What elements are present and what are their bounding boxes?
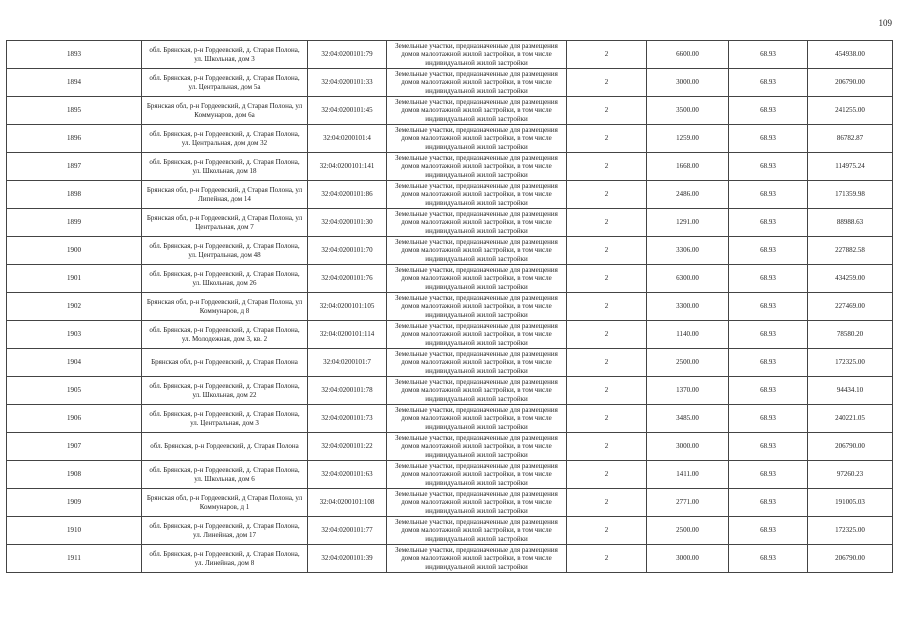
row-number-cell: 1898 bbox=[7, 181, 142, 209]
row-number-cell: 1901 bbox=[7, 265, 142, 293]
area-cell: 2500.00 bbox=[647, 517, 729, 545]
table-row bbox=[7, 265, 893, 293]
row-number-cell: 1895 bbox=[7, 97, 142, 125]
address-cell: Брянская обл, р-н Гордеевский, д. Старая Полона bbox=[142, 349, 308, 377]
table-row bbox=[7, 461, 893, 489]
row-number-cell: 1909 bbox=[7, 489, 142, 517]
area-cell: 1140.00 bbox=[647, 321, 729, 349]
group-cell: 2 bbox=[567, 265, 647, 293]
cadastral-number-cell: 32:04:0200101:63 bbox=[308, 461, 387, 489]
land-use-cell: Земельные участки, предназначенные для размещения домов малоэтажной жилой застройки, в том числе индивидуальной жилой застройки bbox=[387, 321, 567, 349]
address-cell: Брянская обл, р-н Гордеевский, д Старая Полона, ул Центральная, дом 7 bbox=[142, 209, 308, 237]
unit-value-cell: 68.93 bbox=[729, 517, 808, 545]
area-cell: 1259.00 bbox=[647, 125, 729, 153]
cadastral-value-cell: 171359.98 bbox=[808, 181, 893, 209]
unit-value-cell: 68.93 bbox=[729, 153, 808, 181]
address-cell: обл. Брянская, р-н Гордеевский, д. Старая Полона, ул. Линейная, дом 8 bbox=[142, 545, 308, 573]
table-row bbox=[7, 293, 893, 321]
cadastral-number-cell: 32:04:0200101:30 bbox=[308, 209, 387, 237]
address-cell: обл. Брянская, р-н Гордеевский, д. Старая Полона, ул. Центральная, дом 48 bbox=[142, 237, 308, 265]
cadastral-value-cell: 227469.00 bbox=[808, 293, 893, 321]
cadastral-value-cell: 240221.05 bbox=[808, 405, 893, 433]
table-row bbox=[7, 349, 893, 377]
cadastral-value-cell: 172325.00 bbox=[808, 517, 893, 545]
table-row bbox=[7, 321, 893, 349]
cadastral-number-cell: 32:04:0200101:79 bbox=[308, 41, 387, 69]
land-use-cell: Земельные участки, предназначенные для размещения домов малоэтажной жилой застройки, в том числе индивидуальной жилой застройки bbox=[387, 237, 567, 265]
unit-value-cell: 68.93 bbox=[729, 97, 808, 125]
address-cell: Брянская обл, р-н Гордеевский, д Старая Полона, ул Коммунаров, д 8 bbox=[142, 293, 308, 321]
land-use-cell: Земельные участки, предназначенные для размещения домов малоэтажной жилой застройки, в том числе индивидуальной жилой застройки bbox=[387, 41, 567, 69]
cadastral-value-cell: 86782.87 bbox=[808, 125, 893, 153]
unit-value-cell: 68.93 bbox=[729, 293, 808, 321]
group-cell: 2 bbox=[567, 237, 647, 265]
area-cell: 3485.00 bbox=[647, 405, 729, 433]
group-cell: 2 bbox=[567, 153, 647, 181]
address-cell: обл. Брянская, р-н Гордеевский, д. Старая Полона, ул. Центральная, дом 5а bbox=[142, 69, 308, 97]
table-row bbox=[7, 489, 893, 517]
area-cell: 6300.00 bbox=[647, 265, 729, 293]
group-cell: 2 bbox=[567, 97, 647, 125]
cadastral-number-cell: 32:04:0200101:45 bbox=[308, 97, 387, 125]
land-use-cell: Земельные участки, предназначенные для размещения домов малоэтажной жилой застройки, в том числе индивидуальной жилой застройки bbox=[387, 265, 567, 293]
table-row bbox=[7, 237, 893, 265]
unit-value-cell: 68.93 bbox=[729, 125, 808, 153]
group-cell: 2 bbox=[567, 293, 647, 321]
land-use-cell: Земельные участки, предназначенные для размещения домов малоэтажной жилой застройки, в том числе индивидуальной жилой застройки bbox=[387, 405, 567, 433]
address-cell: обл. Брянская, р-н Гордеевский, д. Старая Полона, ул. Школьная, дом 22 bbox=[142, 377, 308, 405]
table-row bbox=[7, 517, 893, 545]
area-cell: 3000.00 bbox=[647, 433, 729, 461]
land-use-cell: Земельные участки, предназначенные для размещения домов малоэтажной жилой застройки, в том числе индивидуальной жилой застройки bbox=[387, 433, 567, 461]
address-cell: обл. Брянская, р-н Гордеевский, д. Старая Полона, ул. Школьная, дом 3 bbox=[142, 41, 308, 69]
area-cell: 3300.00 bbox=[647, 293, 729, 321]
land-use-cell: Земельные участки, предназначенные для размещения домов малоэтажной жилой застройки, в том числе индивидуальной жилой застройки bbox=[387, 461, 567, 489]
cadastral-value-cell: 241255.00 bbox=[808, 97, 893, 125]
land-use-cell: Земельные участки, предназначенные для размещения домов малоэтажной жилой застройки, в том числе индивидуальной жилой застройки bbox=[387, 181, 567, 209]
area-cell: 3000.00 bbox=[647, 69, 729, 97]
group-cell: 2 bbox=[567, 209, 647, 237]
group-cell: 2 bbox=[567, 461, 647, 489]
unit-value-cell: 68.93 bbox=[729, 349, 808, 377]
cadastral-value-cell: 206790.00 bbox=[808, 545, 893, 573]
table-row bbox=[7, 405, 893, 433]
address-cell: Брянская обл, р-н Гордеевский, д Старая Полона, ул Коммунаров, д 1 bbox=[142, 489, 308, 517]
land-use-cell: Земельные участки, предназначенные для размещения домов малоэтажной жилой застройки, в том числе индивидуальной жилой застройки bbox=[387, 69, 567, 97]
row-number-cell: 1911 bbox=[7, 545, 142, 573]
land-parcels-table bbox=[6, 40, 893, 573]
unit-value-cell: 68.93 bbox=[729, 237, 808, 265]
cadastral-value-cell: 88988.63 bbox=[808, 209, 893, 237]
cadastral-value-cell: 454938.00 bbox=[808, 41, 893, 69]
cadastral-number-cell: 32:04:0200101:141 bbox=[308, 153, 387, 181]
land-use-cell: Земельные участки, предназначенные для размещения домов малоэтажной жилой застройки, в том числе индивидуальной жилой застройки bbox=[387, 97, 567, 125]
land-use-cell: Земельные участки, предназначенные для размещения домов малоэтажной жилой застройки, в том числе индивидуальной жилой застройки bbox=[387, 209, 567, 237]
table-row bbox=[7, 41, 893, 69]
group-cell: 2 bbox=[567, 69, 647, 97]
group-cell: 2 bbox=[567, 405, 647, 433]
cadastral-value-cell: 434259.00 bbox=[808, 265, 893, 293]
cadastral-value-cell: 78580.20 bbox=[808, 321, 893, 349]
unit-value-cell: 68.93 bbox=[729, 377, 808, 405]
cadastral-number-cell: 32:04:0200101:33 bbox=[308, 69, 387, 97]
table-row bbox=[7, 153, 893, 181]
area-cell: 3306.00 bbox=[647, 237, 729, 265]
area-cell: 1370.00 bbox=[647, 377, 729, 405]
row-number-cell: 1897 bbox=[7, 153, 142, 181]
row-number-cell: 1906 bbox=[7, 405, 142, 433]
cadastral-number-cell: 32:04:0200101:73 bbox=[308, 405, 387, 433]
cadastral-value-cell: 227882.58 bbox=[808, 237, 893, 265]
row-number-cell: 1908 bbox=[7, 461, 142, 489]
unit-value-cell: 68.93 bbox=[729, 433, 808, 461]
area-cell: 1411.00 bbox=[647, 461, 729, 489]
unit-value-cell: 68.93 bbox=[729, 489, 808, 517]
address-cell: обл. Брянская, р-н Гордеевский, д. Старая Полона, ул. Линейная, дом 17 bbox=[142, 517, 308, 545]
address-cell: обл. Брянская, р-н Гордеевский, д. Старая Полона, ул. Школьная, дом 6 bbox=[142, 461, 308, 489]
cadastral-number-cell: 32:04:0200101:77 bbox=[308, 517, 387, 545]
row-number-cell: 1894 bbox=[7, 69, 142, 97]
unit-value-cell: 68.93 bbox=[729, 209, 808, 237]
table-row bbox=[7, 209, 893, 237]
row-number-cell: 1910 bbox=[7, 517, 142, 545]
row-number-cell: 1905 bbox=[7, 377, 142, 405]
row-number-cell: 1907 bbox=[7, 433, 142, 461]
cadastral-value-cell: 206790.00 bbox=[808, 433, 893, 461]
land-use-cell: Земельные участки, предназначенные для размещения домов малоэтажной жилой застройки, в том числе индивидуальной жилой застройки bbox=[387, 545, 567, 573]
group-cell: 2 bbox=[567, 181, 647, 209]
cadastral-number-cell: 32:04:0200101:22 bbox=[308, 433, 387, 461]
table-row bbox=[7, 125, 893, 153]
row-number-cell: 1900 bbox=[7, 237, 142, 265]
area-cell: 2771.00 bbox=[647, 489, 729, 517]
group-cell: 2 bbox=[567, 545, 647, 573]
address-cell: обл. Брянская, р-н Гордеевский, д. Старая Полона, ул. Школьная, дом 18 bbox=[142, 153, 308, 181]
unit-value-cell: 68.93 bbox=[729, 405, 808, 433]
land-use-cell: Земельные участки, предназначенные для размещения домов малоэтажной жилой застройки, в том числе индивидуальной жилой застройки bbox=[387, 489, 567, 517]
group-cell: 2 bbox=[567, 321, 647, 349]
table-row bbox=[7, 181, 893, 209]
unit-value-cell: 68.93 bbox=[729, 41, 808, 69]
group-cell: 2 bbox=[567, 125, 647, 153]
land-use-cell: Земельные участки, предназначенные для размещения домов малоэтажной жилой застройки, в том числе индивидуальной жилой застройки bbox=[387, 377, 567, 405]
area-cell: 2500.00 bbox=[647, 349, 729, 377]
area-cell: 2486.00 bbox=[647, 181, 729, 209]
unit-value-cell: 68.93 bbox=[729, 321, 808, 349]
table-row bbox=[7, 97, 893, 125]
address-cell: Брянская обл, р-н Гордеевский, д Старая Полона, ул Коммунаров, дом 6а bbox=[142, 97, 308, 125]
row-number-cell: 1902 bbox=[7, 293, 142, 321]
cadastral-number-cell: 32:04:0200101:108 bbox=[308, 489, 387, 517]
cadastral-number-cell: 32:04:0200101:86 bbox=[308, 181, 387, 209]
cadastral-number-cell: 32:04:0200101:114 bbox=[308, 321, 387, 349]
address-cell: обл. Брянская, р-н Гордеевский, д. Старая Полона, ул. Центральная, дом 3 bbox=[142, 405, 308, 433]
cadastral-value-cell: 191005.03 bbox=[808, 489, 893, 517]
unit-value-cell: 68.93 bbox=[729, 181, 808, 209]
row-number-cell: 1896 bbox=[7, 125, 142, 153]
area-cell: 1668.00 bbox=[647, 153, 729, 181]
cadastral-number-cell: 32:04:0200101:4 bbox=[308, 125, 387, 153]
land-use-cell: Земельные участки, предназначенные для размещения домов малоэтажной жилой застройки, в том числе индивидуальной жилой застройки bbox=[387, 517, 567, 545]
table-row bbox=[7, 69, 893, 97]
row-number-cell: 1904 bbox=[7, 349, 142, 377]
area-cell: 6600.00 bbox=[647, 41, 729, 69]
group-cell: 2 bbox=[567, 349, 647, 377]
unit-value-cell: 68.93 bbox=[729, 69, 808, 97]
cadastral-number-cell: 32:04:0200101:105 bbox=[308, 293, 387, 321]
cadastral-value-cell: 206790.00 bbox=[808, 69, 893, 97]
table-row bbox=[7, 545, 893, 573]
row-number-cell: 1893 bbox=[7, 41, 142, 69]
land-use-cell: Земельные участки, предназначенные для размещения домов малоэтажной жилой застройки, в том числе индивидуальной жилой застройки bbox=[387, 153, 567, 181]
address-cell: обл. Брянская, р-н Гордеевский, д. Старая Полона, ул. Молодежная, дом 3, кв. 2 bbox=[142, 321, 308, 349]
group-cell: 2 bbox=[567, 41, 647, 69]
cadastral-value-cell: 94434.10 bbox=[808, 377, 893, 405]
unit-value-cell: 68.93 bbox=[729, 545, 808, 573]
page-number: 109 bbox=[878, 18, 892, 28]
cadastral-number-cell: 32:04:0200101:70 bbox=[308, 237, 387, 265]
table-row bbox=[7, 433, 893, 461]
cadastral-value-cell: 172325.00 bbox=[808, 349, 893, 377]
cadastral-number-cell: 32:04:0200101:39 bbox=[308, 545, 387, 573]
group-cell: 2 bbox=[567, 489, 647, 517]
area-cell: 1291.00 bbox=[647, 209, 729, 237]
table-row bbox=[7, 377, 893, 405]
cadastral-value-cell: 114975.24 bbox=[808, 153, 893, 181]
address-cell: Брянская обл, р-н Гордеевский, д Старая Полона, ул Липейная, дом 14 bbox=[142, 181, 308, 209]
group-cell: 2 bbox=[567, 433, 647, 461]
cadastral-value-cell: 97260.23 bbox=[808, 461, 893, 489]
cadastral-number-cell: 32:04:0200101:7 bbox=[308, 349, 387, 377]
table-body bbox=[7, 41, 893, 573]
land-use-cell: Земельные участки, предназначенные для размещения домов малоэтажной жилой застройки, в том числе индивидуальной жилой застройки bbox=[387, 125, 567, 153]
address-cell: обл. Брянская, р-н Гордеевский, д. Старая Полона bbox=[142, 433, 308, 461]
address-cell: обл. Брянская, р-н Гордеевский, д. Старая Полона, ул. Школьная, дом 26 bbox=[142, 265, 308, 293]
land-use-cell: Земельные участки, предназначенные для размещения домов малоэтажной жилой застройки, в том числе индивидуальной жилой застройки bbox=[387, 349, 567, 377]
unit-value-cell: 68.93 bbox=[729, 265, 808, 293]
cadastral-number-cell: 32:04:0200101:76 bbox=[308, 265, 387, 293]
area-cell: 3000.00 bbox=[647, 545, 729, 573]
group-cell: 2 bbox=[567, 377, 647, 405]
group-cell: 2 bbox=[567, 517, 647, 545]
row-number-cell: 1903 bbox=[7, 321, 142, 349]
row-number-cell: 1899 bbox=[7, 209, 142, 237]
land-use-cell: Земельные участки, предназначенные для размещения домов малоэтажной жилой застройки, в том числе индивидуальной жилой застройки bbox=[387, 293, 567, 321]
cadastral-number-cell: 32:04:0200101:78 bbox=[308, 377, 387, 405]
unit-value-cell: 68.93 bbox=[729, 461, 808, 489]
area-cell: 3500.00 bbox=[647, 97, 729, 125]
address-cell: обл. Брянская, р-н Гордеевский, д. Старая Полона, ул. Центральная, дом дом 32 bbox=[142, 125, 308, 153]
